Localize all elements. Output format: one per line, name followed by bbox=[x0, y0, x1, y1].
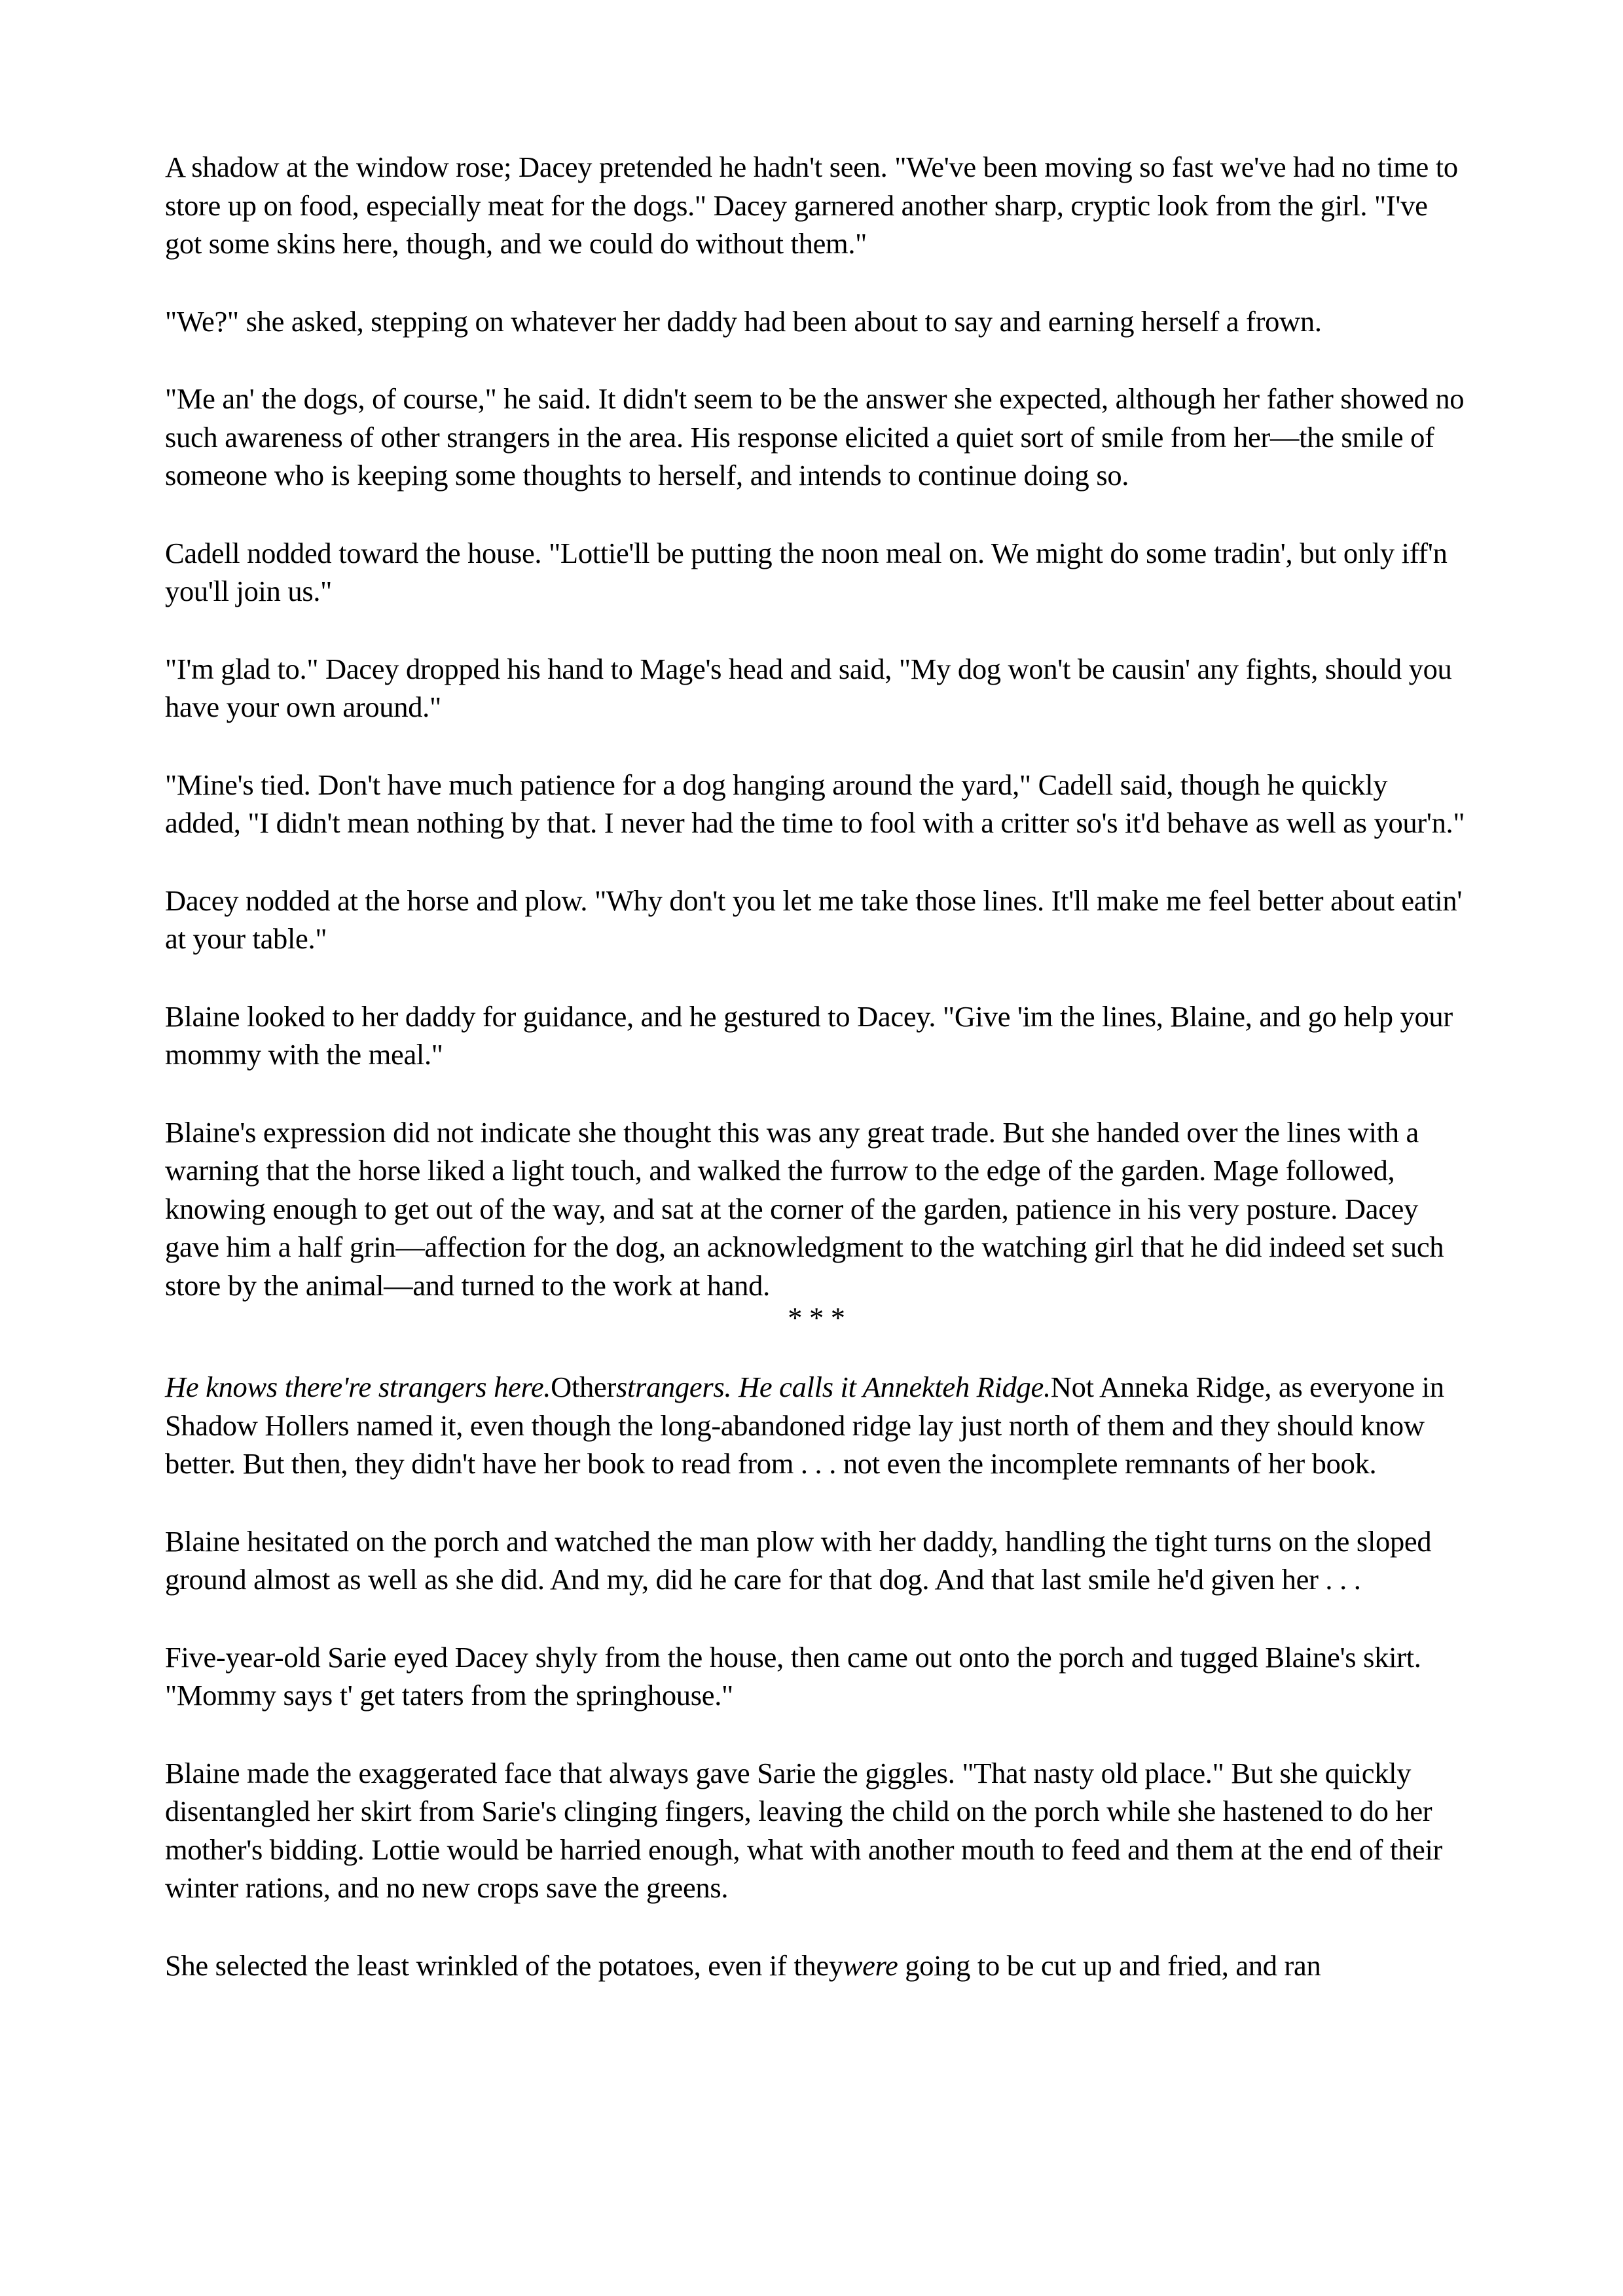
roman-anneka-ridge: Not Anneka Ridge, as everyone in Shadow Hollers named it, even though the long-abandoned ridge lay just north of them and they should know better. But then, they didn't have her book to read from . . . not even the incomplete remnants of her book. bbox=[165, 1371, 1444, 1480]
body-text bbox=[165, 148, 1468, 1984]
paragraph-shadow-window: A shadow at the window rose; Dacey pretended he hadn't seen. "We've been moving so fast we've had no time to store up on food, especially meat for the dogs." Dacey garnered another sharp, cryptic look from the girl. "I've got some skins here, though, and we could do without them." bbox=[165, 151, 1458, 260]
paragraph-blaine-looked: Blaine looked to her daddy for guidance, and he gestured to Dacey. "Give 'im the lines, Blaine, and go help your mommy with the meal." bbox=[165, 999, 1453, 1071]
roman-word-other: Other bbox=[551, 1371, 616, 1403]
paragraph-me-and-dogs: "Me an' the dogs, of course," he said. It didn't seem to be the answer she expected, although her father showed no such awareness of other strangers in the area. His response elicited a quiet sort of smile from her—the smile of someone who is keeping some thoughts to herself, and intends to continue doing so. bbox=[165, 382, 1465, 492]
italic-thought-1: He knows there're strangers here. bbox=[165, 1371, 551, 1403]
last-para-after: going to be cut up and fried, and ran bbox=[898, 1948, 1321, 1982]
emphasis-were: were bbox=[843, 1948, 898, 1982]
paragraph-least-wrinkled bbox=[165, 1946, 1468, 1985]
scene-break: * * * bbox=[788, 1301, 845, 1334]
paragraph-sarie-eyed: Five-year-old Sarie eyed Dacey shyly from the house, then came out onto the porch and tugged Blaine's skirt. "Mommy says t' get taters from the springhouse." bbox=[165, 1640, 1421, 1712]
paragraph-glad-to: "I'm glad to." Dacey dropped his hand to Mage's head and said, "My dog won't be causin' any fights, should you have your own around." bbox=[165, 652, 1452, 723]
paragraph-strangers-here bbox=[165, 1368, 1468, 1483]
paragraph-horse-and-plow: Dacey nodded at the horse and plow. "Why don't you let me take those lines. It'll make me feel better about eatin' at your table." bbox=[165, 884, 1463, 955]
paragraph-cadell-nodded: Cadell nodded toward the house. "Lottie'll be putting the noon meal on. We might do some tradin', but only iff'n you'll join us." bbox=[165, 536, 1448, 607]
italic-thought-2: strangers. He calls it Annekteh Ridge. bbox=[615, 1371, 1051, 1403]
paragraph-we-question: "We?" she asked, stepping on whatever her daddy had been about to say and earning herself a frown. bbox=[165, 304, 1322, 338]
paragraph-blaine-hesitated: Blaine hesitated on the porch and watched the man plow with her daddy, handling the tight turns on the sloped ground almost as well as she did. And my, did he care for that dog. And that last smile he'd given her . . . bbox=[165, 1524, 1432, 1596]
paragraph-exaggerated-face: Blaine made the exaggerated face that always gave Sarie the giggles. "That nasty old place." But she quickly disentangled her skirt from Sarie's clinging fingers, leaving the child on the porch while she hastened to do her mother's bidding. Lottie would be harried enough, what with another mouth to feed and them at the end of their winter rations, and no new crops save the greens. bbox=[165, 1756, 1443, 1904]
paragraph-blaine-expression: Blaine's expression did not indicate she thought this was any great trade. But she handed over the lines with a warning that the horse liked a light touch, and walked the furrow to the edge of the garden. Mage followed, knowing enough to get out of the way, and sat at the corner of the garden, patience in his very posture. Dacey gave him a half grin—affection for the dog, an acknowledgment to the watching girl that he did indeed set such store by the animal—and turned to the work at hand. bbox=[165, 1115, 1444, 1302]
last-para-before: She selected the least wrinkled of the potatoes, even if they bbox=[165, 1948, 843, 1982]
paragraph-mines-tied: "Mine's tied. Don't have much patience for a dog hanging around the yard," Cadell said, though he quickly added, "I didn't mean nothing by that. I never had the time to fool with a critter so's it'd behave as well as your'n." bbox=[165, 768, 1465, 839]
